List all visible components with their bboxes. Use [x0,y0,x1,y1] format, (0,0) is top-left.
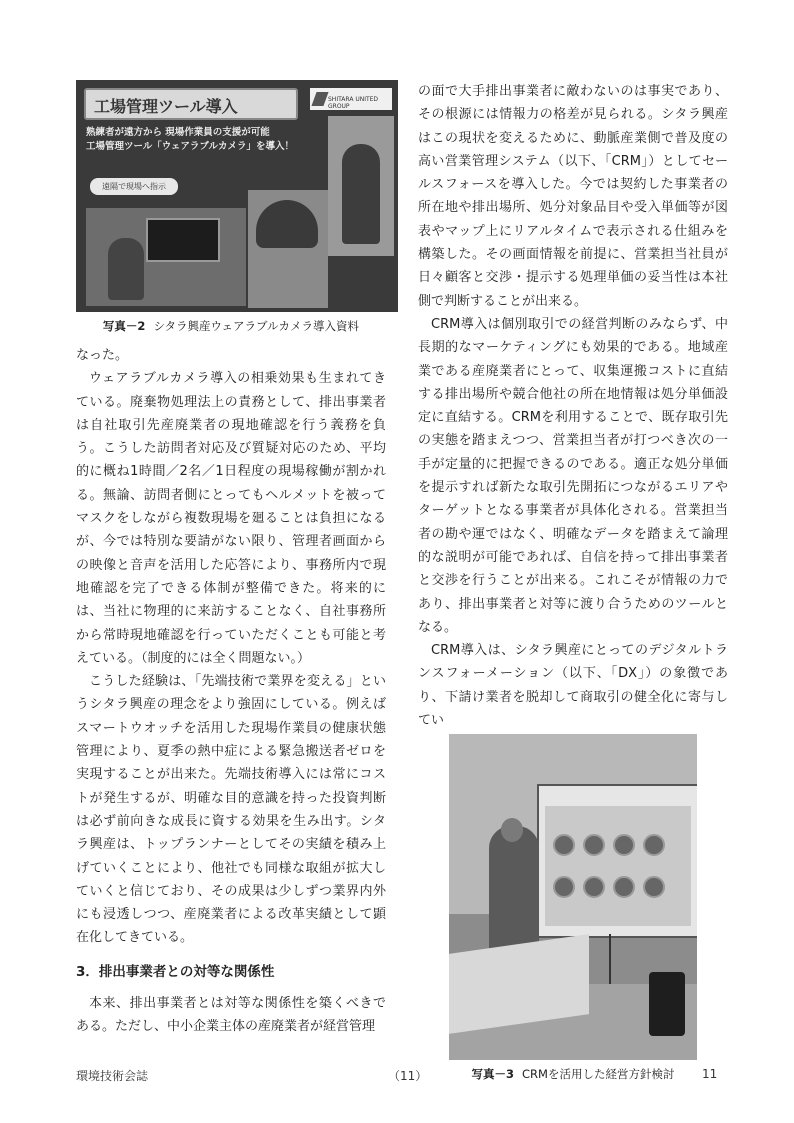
logo-text: SHITARA UNITED GROUP [328,96,379,110]
photo-crm-meeting [449,734,697,1060]
photo-subtitle-line2: 工場管理ツール「ウェアラブルカメラ」を導入！ [86,141,295,152]
footer-journal: 環境技術会誌 [76,1069,149,1083]
photo2-caption [76,318,386,334]
paragraph: なった。 [76,348,129,363]
photo-subtitle-line1: 熟練者が遠方から 現場作業員の支援が可能 [86,127,270,138]
projection-screen [537,784,697,938]
photo2-caption-label: 写真－2 [102,319,146,333]
paragraph: こうした経験は、「先端技術で業界を変える」というシタラ興産の理念をより強固にしている。例えばスマートウオッチを活用した現場作業員の健康状態管理により、夏季の熱中症による緊急搬送者ゼロを実現することが出来た。先端技術導入には常にコストが発生するが、明確な目的意識を持った投資判断は必ず前向きな成長に資する効果を生み出す。シタラ興産は、トップランナーとしてその実績を積み上げていくことにより、他社でも同様な取組が拡大していくと信じており、その成果は少しずつ業界内外にも浸透しつつ、産廃業者による改革実績として顕在化してきている。 [76,674,386,946]
photo3-caption-text: CRMを活用した経営方針検討 [522,1067,675,1082]
dashboard-pie-icon [583,834,605,856]
paragraph: 本来、排出事業者とは対等な関係性を築くべきである。ただし、中小企業主体の産廃業者が経営管理 [76,995,386,1035]
presenter-figure [489,826,539,956]
footer-center-page: （11） [388,1069,428,1083]
dashboard-pie-icon [553,876,575,898]
dashboard-pie-icon [643,876,665,898]
company-logo [310,88,392,110]
helmet-camera-photo [248,190,328,308]
field-worker-photo [328,116,394,256]
photo-banner [84,88,298,120]
dashboard-pie-icon [583,876,605,898]
photo3-caption [418,1066,728,1082]
left-column [76,80,386,1038]
paragraph: CRM導入は、シタラ興産にとってのデジタルトランスフォーメーション（以下、「DX」）の象徴であり、下請け業者を脱却して商取引の健全化に寄与してい [418,643,728,729]
paragraph: CRM導入は個別取引での経営判断のみならず、中長期的なマーケティングにも効果的である。地域産業である産廃業者にとって、収集運搬コストに直結する排出場所や競合他社の所在地情報は処分単価設定に直結する。CRMを利用することで、既存取引先の実態を踏まえつつ、営業担当者が打つべき次の一手が定量的に把握できるのである。適正な処分単価を提示すれば新たな取引先開拓につながるエリアやターゲットとなる事業者が具体化される。営業担当者の勘や運ではなく、明確なデータを踏まえて論理的な説明が可能であれば、自信を持って排出事業者と交渉を行うことが出来る。これこそが情報の力であり、排出事業者と対等に渡り合うためのツールとなる。 [418,316,728,635]
crm-dashboard [545,806,691,926]
worker-figure [342,144,380,244]
speaker-icon [649,972,685,1036]
helmet-icon [256,200,318,248]
photo-wearable-camera [76,80,398,312]
dashboard-pie-icon [613,876,635,898]
logo-mark-icon [311,92,328,106]
paragraph: の面で大手排出事業者に敵わないのは事実であり、その根源には情報力の格差が見られる。シタラ興産はこの現状を変えるために、動脈産業側で普及度の高い営業管理システム（以下、「CRM」）としてセールスフォースを導入した。今では契約した事業者の所在地や排出場所、処分対象品目や受入単価等が図表やマップ上にリアルタイムで表示される仕組みを構築した。その画面情報を前提に、営業担当社員が日々顧客と交渉・提示する処理単価の妥当性は本社側で判断することが出来る。 [418,84,728,309]
footer-page-number: 11 [702,1067,718,1081]
photo3-caption-label: 写真－3 [471,1067,515,1082]
photo2-caption-text: シタラ興産ウェアラブルカメラ導入資料 [153,319,360,333]
photo-tag: 遠隔で現場へ指示 [90,178,178,195]
office-monitor-photo [86,208,246,306]
right-column [418,80,728,1092]
photo-subtitle [86,126,294,154]
banner-title: 工場管理ツール導入 [94,97,238,116]
monitor-icon [146,218,220,262]
paragraph: ウェアラブルカメラ導入の相乗効果も生まれてきている。廃棄物処理法上の責務として、排出事業者は自社取引先産廃業者の現地確認を行う義務を負う。こうした訪問者対応及び質疑対応のため、平均的に概ね1時間／2名／1日程度の現場稼働が割かれる。無論、訪問者側にとってもヘルメットを被ってマスクをしながら複数現場を廻ることは負担になるが、今では特別な要請がない限り、管理者画面からの映像と音声を活用した応答により、事務所内で現地確認を完了できる体制が整備できた。将来的には、当社に物理的に来訪することなく、自社事務所から常時現地確認を行っていただくことも可能と考えている。（制度的には全く問題ない。） [76,371,386,666]
dashboard-pie-icon [613,834,635,856]
dashboard-pie-icon [553,834,575,856]
operator-figure [108,238,144,300]
section-heading: 3．排出事業者との対等な関係性 [76,963,275,980]
dashboard-pie-icon [643,834,665,856]
